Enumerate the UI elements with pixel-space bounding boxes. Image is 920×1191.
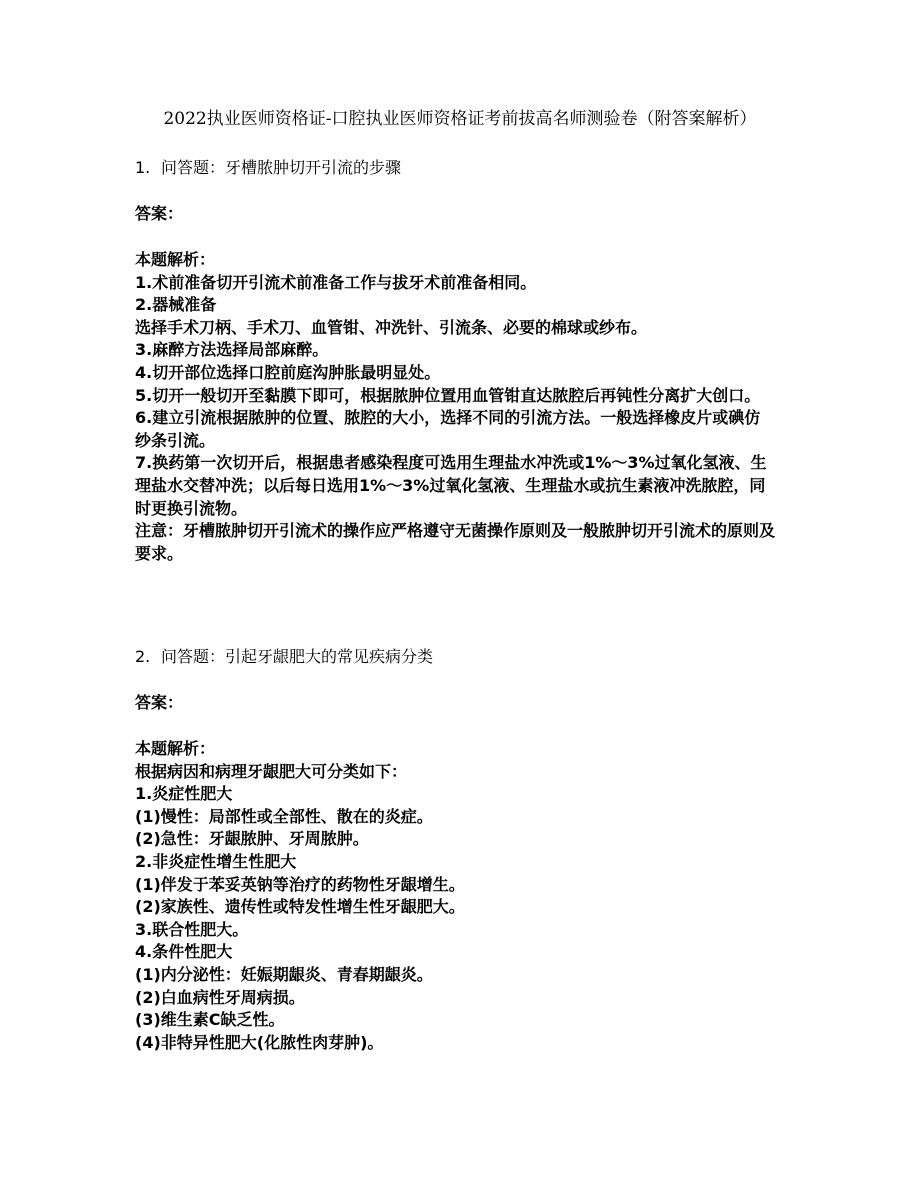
analysis-line: 7.换药第一次切开后，根据患者感染程度可选用生理盐水冲洗或1%～3%过氧化氢液、生理盐水交替冲洗；以后每日选用1%～3%过氧化氢液、生理盐水或抗生素液冲洗脓腔，同时更换引流物。 — [135, 453, 767, 518]
analysis-line: (2)白血病性牙周病损。 — [135, 987, 305, 1007]
analysis-line: 1.术前准备切开引流术前准备工作与拔牙术前准备相同。 — [135, 272, 537, 292]
analysis-line: 选择手术刀柄、手术刀、血管钳、冲洗针、引流条、必要的棉球或纱布。 — [135, 317, 648, 337]
analysis-line: 5.切开一般切开至黏膜下即可，根据脓肿位置用血管钳直达脓腔后再钝性分离扩大创口。 — [135, 385, 761, 405]
analysis-line: 4.条件性肥大 — [135, 942, 233, 962]
analysis-line: (4)非特异性肥大(化脓性肉芽肿)。 — [135, 1032, 384, 1052]
analysis-line: 6.建立引流根据脓肿的位置、脓腔的大小，选择不同的引流方法。一般选择橡皮片或碘仿纱条引流。 — [135, 408, 761, 450]
analysis-block — [135, 738, 775, 1054]
question-2 — [135, 646, 433, 668]
analysis-line: (1)慢性：局部性或全部性、散在的炎症。 — [135, 806, 433, 826]
analysis-line: 2.非炎症性增生性肥大 — [135, 851, 297, 871]
question-prompt: 问答题：牙槽脓肿切开引流的步骤 — [161, 158, 402, 177]
analysis-line: 1.炎症性肥大 — [135, 784, 233, 804]
analysis-line: 3.麻醉方法选择局部麻醉。 — [135, 340, 329, 360]
analysis-line: 4.切开部位选择口腔前庭沟肿胀最明显处。 — [135, 362, 441, 382]
analysis-line: 根据病因和病理牙龈肥大可分类如下： — [135, 761, 408, 781]
analysis-label: 本题解析： — [135, 739, 216, 758]
analysis-line: (1)伴发于苯妥英钠等治疗的药物性牙龈增生。 — [135, 874, 465, 894]
analysis-line: (3)维生素C缺乏性。 — [135, 1010, 285, 1030]
analysis-line: 3.联合性肥大。 — [135, 919, 249, 939]
question-prompt: 问答题：引起牙龈肥大的常见疾病分类 — [161, 647, 434, 666]
analysis-line: (2)家族性、遗传性或特发性增生性牙龈肥大。 — [135, 897, 465, 917]
question-1 — [135, 157, 401, 179]
analysis-line: 注意：牙槽脓肿切开引流术的操作应严格遵守无菌操作原则及一般脓肿切开引流术的原则及要求。 — [135, 521, 776, 563]
analysis-line: 2.器械准备 — [135, 295, 217, 315]
question-number: 2. — [135, 647, 151, 666]
analysis-line: (2)急性：牙龈脓肿、牙周脓肿。 — [135, 829, 369, 849]
document-title: 2022执业医师资格证-口腔执业医师资格证考前拔高名师测验卷（附答案解析） — [163, 109, 757, 129]
analysis-line: (1)内分泌性：妊娠期龈炎、青春期龈炎。 — [135, 964, 433, 984]
answer-label: 答案： — [135, 693, 184, 712]
analysis-block — [135, 249, 775, 565]
analysis-label: 本题解析： — [135, 250, 216, 269]
answer-label: 答案： — [135, 204, 184, 223]
question-number: 1. — [135, 158, 151, 177]
